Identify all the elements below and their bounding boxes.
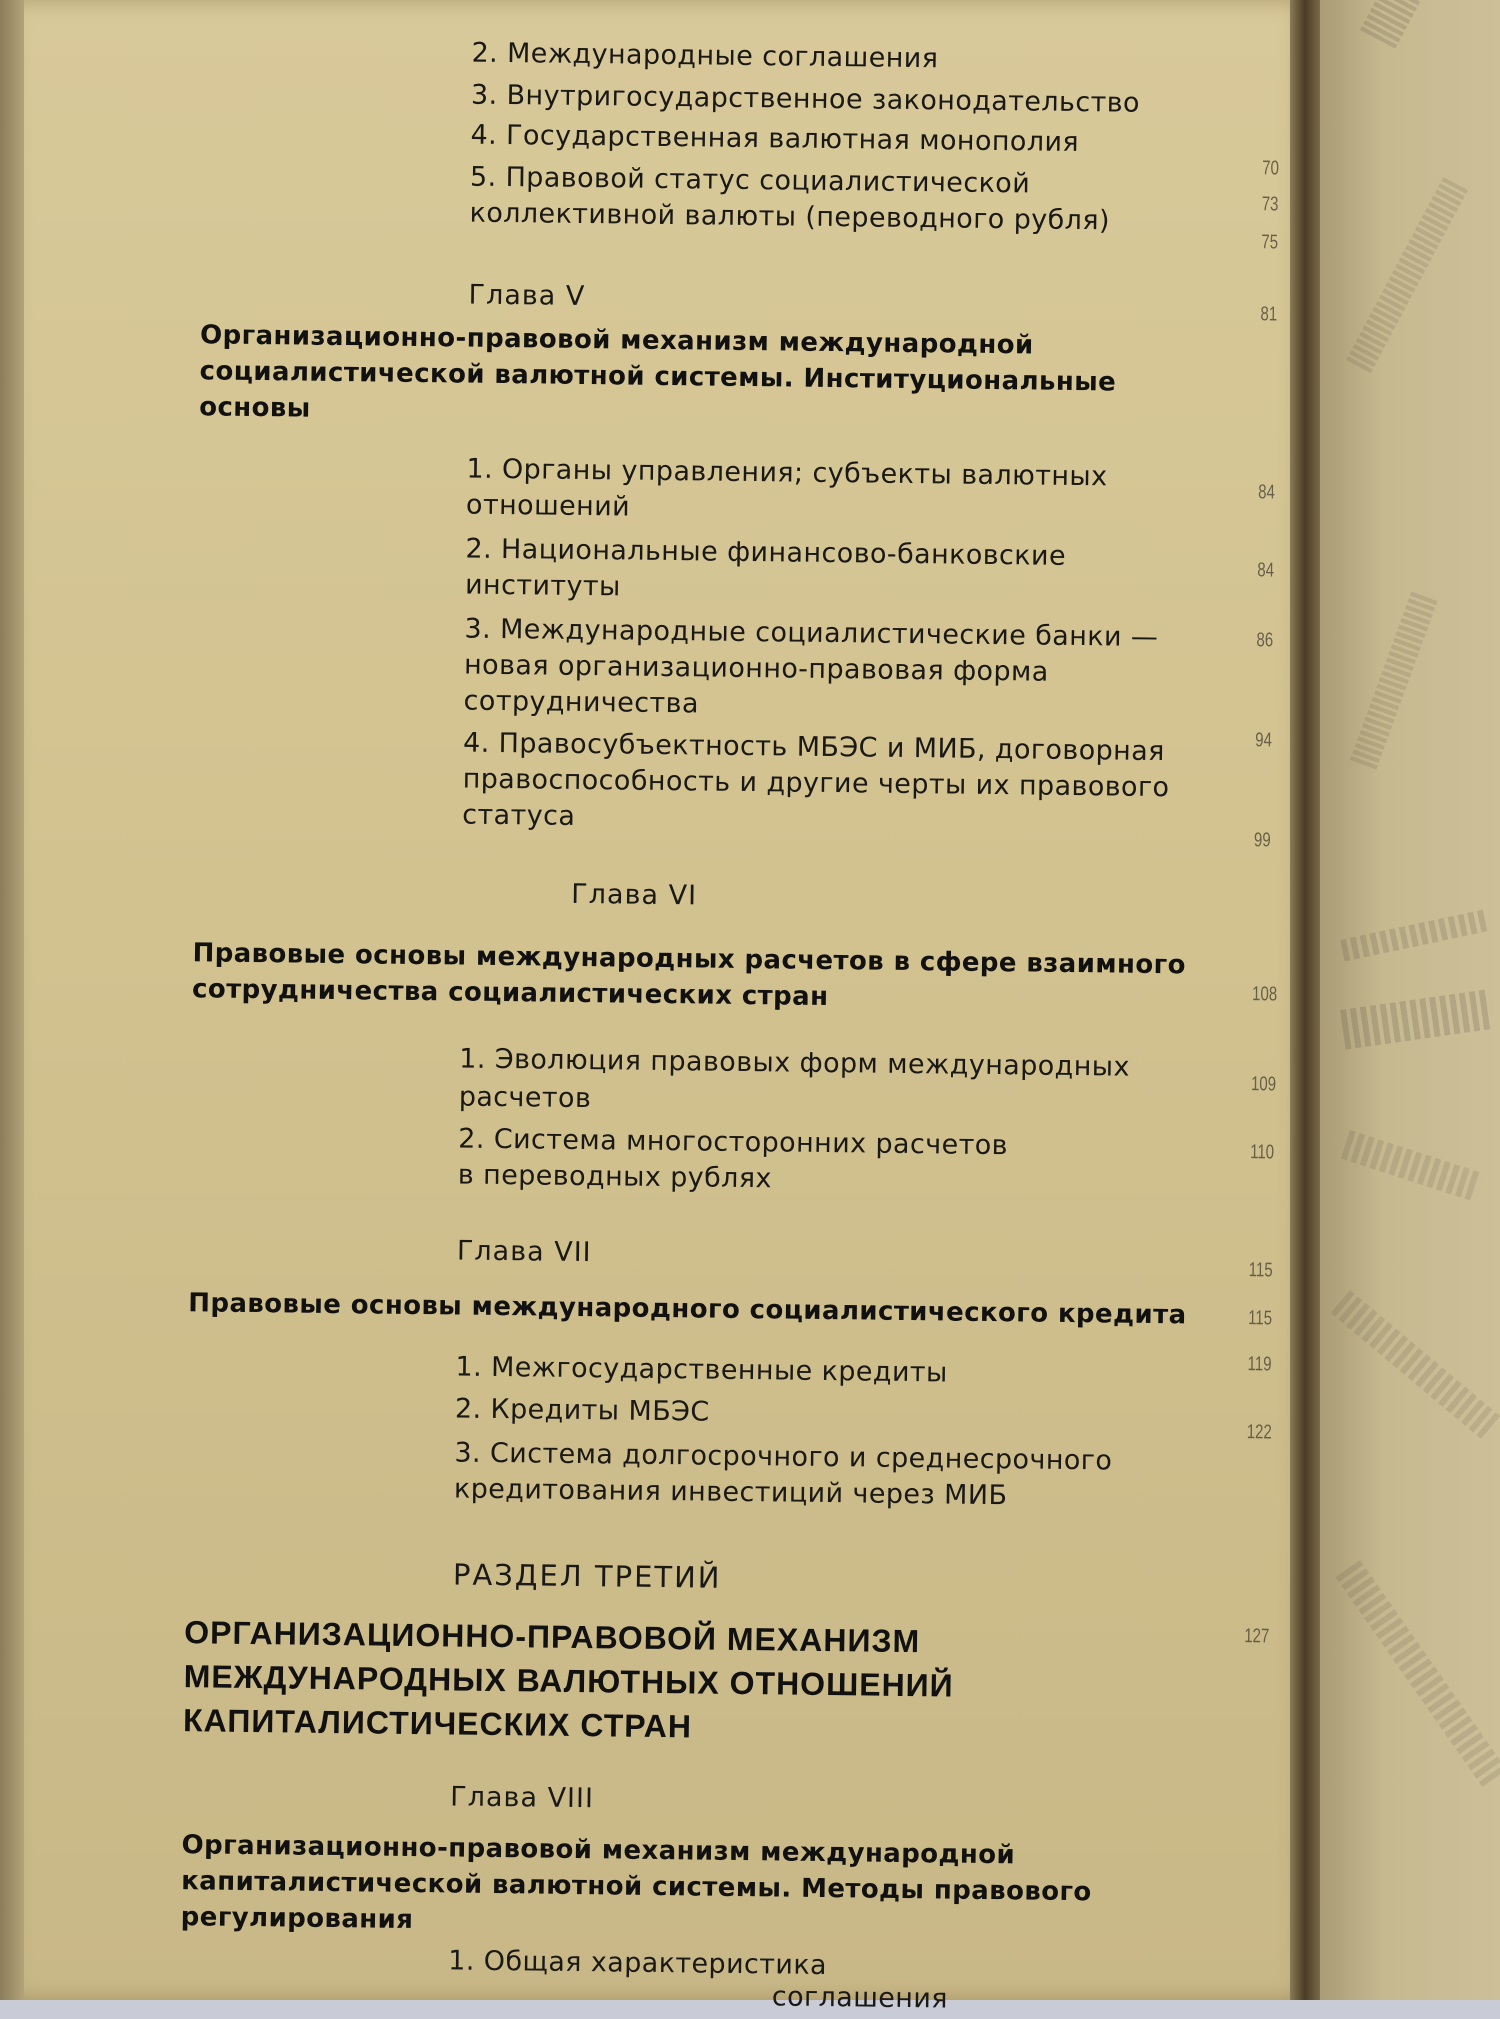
page-number: 122 bbox=[1246, 1421, 1272, 1444]
chapter-title: Правовые основы международного социалистического кредита bbox=[188, 1288, 1187, 1331]
chapter-title: основы bbox=[199, 392, 311, 424]
chapter-label: Глава V bbox=[468, 279, 586, 312]
chapter-title: капиталистической валютной системы. Методы правового bbox=[181, 1866, 1092, 1908]
toc-item: 3. Внутригосударственное законодательство bbox=[470, 79, 1141, 119]
toc-item: соглашения bbox=[771, 1981, 949, 2015]
page-number: 115 bbox=[1248, 1307, 1273, 1330]
page-number: 86 bbox=[1256, 629, 1274, 652]
right-page-text-lines bbox=[1340, 909, 1491, 962]
toc-item: 3. Система долгосрочного и среднесрочного bbox=[454, 1437, 1113, 1477]
toc-item: 1. Эволюция правовых форм международных bbox=[459, 1043, 1131, 1083]
toc-item: 5. Правовой статус социалистической bbox=[469, 161, 1031, 200]
toc-item: 2. Система многосторонних расчетов bbox=[458, 1123, 1009, 1162]
right-page-text-lines bbox=[1346, 175, 1469, 374]
toc-item: кредитования инвестиций через МИБ bbox=[453, 1473, 1008, 1512]
chapter-title: социалистической валютной системы. Институциональные bbox=[199, 356, 1117, 398]
page-number: 115 bbox=[1248, 1259, 1273, 1282]
page-number: 75 bbox=[1261, 231, 1279, 254]
toc-item: 2. Кредиты МБЭС bbox=[454, 1393, 710, 1428]
toc-item: институты bbox=[464, 569, 621, 603]
toc-item: 3. Международные социалистические банки — bbox=[464, 613, 1159, 654]
chapter-label: Глава VIII bbox=[450, 1781, 595, 1815]
toc-item: 1. Органы управления; субъекты валютных bbox=[466, 453, 1108, 493]
chapter-title: Организационно-правовой механизм международной bbox=[199, 320, 1034, 361]
toc-item: 2. Международные соглашения bbox=[471, 37, 939, 75]
right-page-text-lines bbox=[1341, 1130, 1483, 1202]
section-title: МЕЖДУНАРОДНЫХ ВАЛЮТНЫХ ОТНОШЕНИЙ bbox=[183, 1658, 954, 1704]
chapter-title: Правовые основы международных расчетов в сфере взаимного bbox=[192, 938, 1187, 981]
toc-item: правоспособность и другие черты их правового bbox=[462, 763, 1170, 804]
toc-item: 1. Межгосударственные кредиты bbox=[455, 1351, 948, 1389]
page-number: 127 bbox=[1244, 1625, 1270, 1648]
chapter-title: сотрудничества социалистических стран bbox=[191, 974, 829, 1013]
chapter-label: Глава VII bbox=[456, 1235, 592, 1269]
toc-item: отношений bbox=[465, 489, 631, 523]
page-number: 73 bbox=[1261, 193, 1279, 216]
page-number: 119 bbox=[1247, 1353, 1272, 1376]
toc-item: новая организационно-правовая форма bbox=[463, 649, 1049, 688]
section-title: КАПИТАЛИСТИЧЕСКИХ СТРАН bbox=[182, 1702, 693, 1745]
right-page-text-lines bbox=[1360, 0, 1494, 49]
toc-item: статуса bbox=[462, 799, 576, 832]
section-label: РАЗДЕЛ ТРЕТИЙ bbox=[452, 1557, 722, 1595]
table-of-contents bbox=[12, 0, 1326, 2015]
toc-item: в переводных рублях bbox=[457, 1159, 773, 1195]
section-title: ОРГАНИЗАЦИОННО-ПРАВОВОЙ МЕХАНИЗМ bbox=[184, 1614, 921, 1660]
toc-item: сотрудничества bbox=[463, 685, 700, 720]
toc-item: коллективной валюты (переводного рубля) bbox=[469, 197, 1111, 237]
page-number: 109 bbox=[1250, 1073, 1277, 1096]
page-number: 81 bbox=[1260, 303, 1278, 326]
toc-item: 4. Правосубъектность МБЭС и МИБ, договорная bbox=[462, 727, 1165, 768]
right-page-text-lines bbox=[1340, 989, 1494, 1049]
page-number: 84 bbox=[1258, 481, 1276, 504]
book-gutter bbox=[1290, 0, 1320, 2000]
right-page-text-lines bbox=[1350, 589, 1439, 770]
page-number: 99 bbox=[1253, 829, 1271, 852]
toc-item: 4. Государственная валютная монополия bbox=[470, 119, 1080, 159]
book-left-page bbox=[24, 0, 1314, 2015]
toc-item: расчетов bbox=[458, 1081, 592, 1115]
book-right-page bbox=[1320, 0, 1500, 2000]
right-page-text-lines bbox=[1335, 1560, 1500, 1790]
page-number: 94 bbox=[1255, 729, 1273, 752]
page-number: 110 bbox=[1250, 1141, 1275, 1164]
right-page-text-lines bbox=[1331, 1290, 1500, 1442]
chapter-title: регулирования bbox=[180, 1902, 414, 1936]
toc-item: 1. Общая характеристика bbox=[448, 1945, 828, 1982]
toc-item: 2. Национальные финансово-банковские bbox=[465, 533, 1067, 572]
chapter-title: Организационно-правовой механизм международной bbox=[181, 1830, 1016, 1871]
chapter-label: Глава VI bbox=[571, 878, 698, 912]
page-number: 108 bbox=[1251, 983, 1278, 1006]
page-number: 84 bbox=[1257, 559, 1275, 582]
page-number: 70 bbox=[1262, 157, 1280, 180]
